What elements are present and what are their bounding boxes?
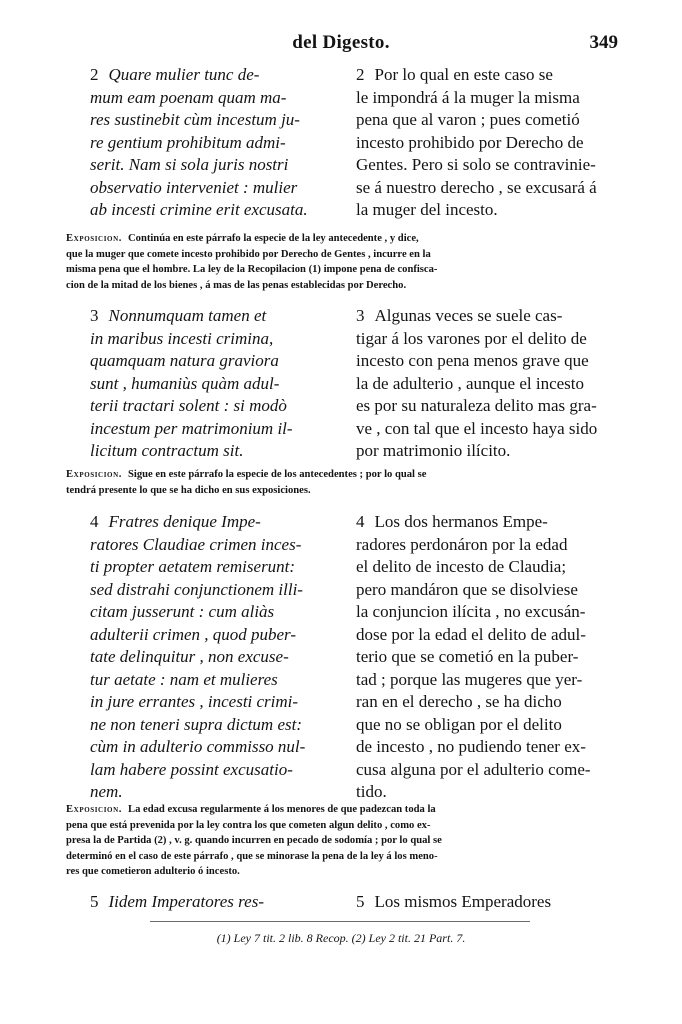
text-line: cion de la mitad de los bienes , á mas de las penas establecidas por Derecho.	[66, 279, 407, 291]
footnote-divider	[150, 921, 530, 922]
text-line: mum eam poenam quam ma-	[90, 87, 287, 107]
text-line: Los mismos Emperadores	[374, 892, 552, 911]
text-line: Continúa en este párrafo la especie de la ley antecedente , y dice,	[128, 233, 419, 244]
paragraph-number: 5	[90, 892, 99, 911]
text-line: Por lo qual en este caso se	[374, 65, 553, 84]
exposition-3	[66, 802, 616, 880]
paragraph-number: 2	[356, 65, 365, 84]
paragraph-number: 4	[356, 512, 365, 531]
text-line: pero mandáron que se disolviese	[356, 579, 578, 599]
text-line: tigar á los varones por el delito de	[356, 328, 587, 348]
text-line: ve , con tal que el incesto haya sido	[356, 418, 598, 438]
exposition-label: Exposicion.	[66, 804, 122, 815]
text-line: tate delinquitur , non excuse-	[90, 647, 289, 666]
spanish-text-4	[356, 511, 614, 804]
text-line: le impondrá á la muger la misma	[356, 87, 580, 107]
text-line: pena que al varon ; pues cometió	[356, 110, 580, 129]
text-line: presa la de Partida (2) , v. g. quando incurren en pecado de sodomía ; por lo qual se	[66, 835, 442, 846]
footnotes: (1) Ley 7 tit. 2 lib. 8 Recop. (2) Ley 2 tit. 21 Part. 7.	[216, 931, 466, 945]
text-line: sunt , humaniùs quàm adul-	[90, 373, 280, 393]
latin-text-4	[90, 511, 346, 804]
text-line: re gentium prohibitum admi-	[90, 132, 286, 152]
text-line: terio que se cometió en la puber-	[356, 647, 579, 666]
text-line: incesto prohibido por Derecho de	[356, 132, 584, 152]
paragraph-number: 3	[90, 306, 99, 325]
text-line: dose por la edad el delito de adul-	[356, 624, 586, 644]
text-line: la muger del incesto.	[356, 200, 498, 219]
text-line: lam habere possint excusatio-	[90, 759, 293, 779]
text-line: in maribus incesti crimina,	[90, 328, 274, 348]
text-line: pena que está prevenida por la ley contra los que cometen algun delito , como ex-	[66, 819, 431, 831]
text-line: radores perdonáron por la edad	[356, 534, 568, 554]
spanish-text-5	[356, 891, 614, 914]
exposition-label: Exposicion.	[66, 233, 122, 244]
text-line: quamquam natura graviora	[90, 351, 279, 370]
text-line: es por su naturaleza delito mas gra-	[356, 396, 597, 415]
text-line: tido.	[356, 782, 387, 801]
exposition-1	[66, 231, 616, 293]
text-line: que no se obligan por el delito	[356, 714, 562, 734]
text-line: adulterii crimen , quod puber-	[90, 624, 296, 644]
latin-text-5	[90, 891, 346, 914]
text-line: que la muger que comete incesto prohibido por Derecho de Gentes , incurre en la	[66, 248, 431, 260]
text-line: se á nuestro derecho , se excusará á	[356, 177, 597, 197]
spanish-text-3	[356, 305, 614, 463]
text-line: licitum contractum sit.	[90, 441, 244, 460]
text-line: Fratres denique Impe-	[108, 512, 261, 531]
text-line: Los dos hermanos Empe-	[374, 512, 548, 531]
paragraph-number: 3	[356, 306, 365, 325]
text-line: tad ; porque las mugeres que yer-	[356, 669, 583, 689]
text-line: incestum per matrimonium il-	[90, 418, 293, 438]
text-line: el delito de incesto de Claudia;	[356, 557, 567, 576]
exposition-2	[66, 467, 616, 498]
text-line: determinó en el caso de este párrafo , que se minorase la pena de la ley á los meno-	[66, 850, 438, 862]
text-line: Nonnumquam tamen et	[108, 306, 267, 325]
text-line: misma pena que el hombre. La ley de la Recopilacion (1) impone pena de confisca-	[66, 264, 438, 275]
text-line: cusa alguna por el adulterio come-	[356, 759, 591, 779]
text-line: la conjuncion ilícita , no excusán-	[356, 602, 586, 621]
text-line: sed distrahi conjunctionem illi-	[90, 579, 303, 599]
text-line: La edad excusa regularmente á los menores de que padezcan toda la	[128, 804, 436, 815]
text-line: Gentes. Pero si solo se contravinie-	[356, 155, 596, 174]
text-line: por matrimonio ilícito.	[356, 441, 511, 460]
paragraph-number: 2	[90, 65, 99, 84]
paragraph-number: 4	[90, 512, 99, 531]
text-line: citam jusserunt : cum aliàs	[90, 602, 275, 621]
page-number: 349	[589, 32, 618, 53]
text-line: Sigue en este párrafo la especie de los antecedentes ; por lo qual se	[128, 469, 427, 480]
text-line: incesto con pena menos grave que	[356, 351, 589, 370]
text-line: Quare mulier tunc de-	[108, 65, 260, 84]
text-line: ran en el derecho , se ha dicho	[356, 692, 562, 711]
latin-text-3	[90, 305, 346, 463]
text-line: res sustinebit cùm incestum ju-	[90, 110, 300, 129]
text-line: terii tractari solent : si modò	[90, 396, 287, 415]
text-line: Algunas veces se suele cas-	[374, 306, 563, 325]
latin-text-2	[90, 64, 346, 222]
spanish-text-2	[356, 64, 614, 222]
text-line: ti propter aetatem remiserunt:	[90, 557, 296, 576]
text-line: la de adulterio , aunque el incesto	[356, 373, 584, 393]
running-header-title: del Digesto.	[292, 32, 390, 53]
paragraph-number: 5	[356, 892, 365, 911]
text-line: de incesto , no pudiendo tener ex-	[356, 737, 586, 756]
text-line: cùm in adulterio commisso nul-	[90, 737, 306, 756]
text-line: tur aetate : nam et mulieres	[90, 669, 278, 689]
exposition-label: Exposicion.	[66, 469, 122, 480]
text-line: observatio interveniet : mulier	[90, 177, 298, 197]
text-line: tendrá presente lo que se ha dicho en sus exposiciones.	[66, 484, 311, 496]
text-line: serit. Nam si sola juris nostri	[90, 155, 289, 174]
text-line: in jure errantes , incesti crimi-	[90, 692, 299, 711]
text-line: ne non teneri supra dictum est:	[90, 714, 302, 734]
text-line: res que cometieron adulterio ó incesto.	[66, 866, 240, 877]
text-line: ratores Claudiae crimen inces-	[90, 534, 302, 554]
text-line: ab incesti crimine erit excusata.	[90, 200, 308, 219]
text-line: Iidem Imperatores res-	[108, 892, 264, 911]
text-line: nem.	[90, 782, 123, 801]
